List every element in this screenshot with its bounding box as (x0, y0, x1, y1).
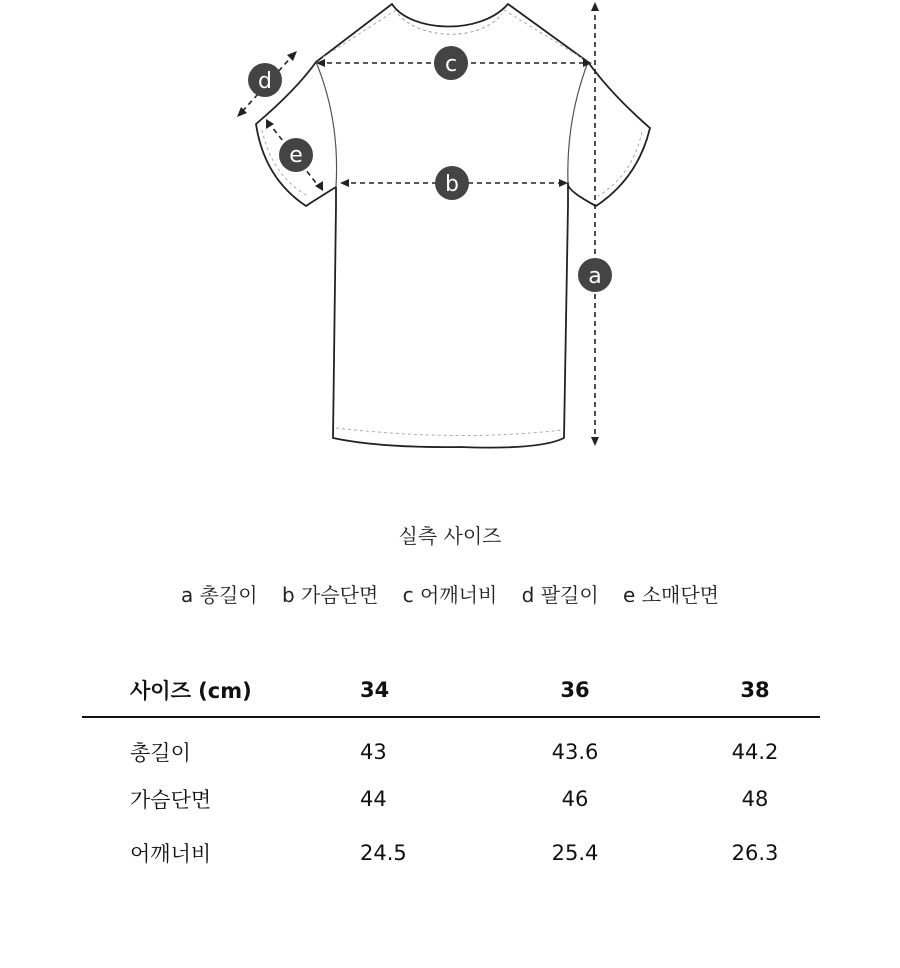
table-row (82, 772, 820, 826)
header-size-label: 사이즈 (cm) (82, 663, 360, 717)
arrow-a-head-top (591, 2, 599, 11)
legend-key: d (521, 583, 535, 607)
header-size-38: 38 (690, 663, 820, 717)
table-row (82, 717, 820, 772)
size-table (82, 663, 820, 880)
label-a-text: a (588, 264, 602, 289)
legend-name: 총길이 (199, 583, 258, 607)
legend-key: a (181, 583, 194, 607)
legend-name: 어깨너비 (420, 583, 498, 607)
legend-key: b (281, 583, 295, 607)
row-label: 가슴단면 (130, 788, 212, 812)
cell-value: 46 (561, 787, 589, 811)
measurement-legend (0, 579, 900, 608)
label-e-badge (279, 138, 313, 172)
measurement-title: 실측 사이즈 (398, 524, 502, 548)
label-d-badge (248, 63, 282, 97)
legend-item-a (181, 579, 258, 608)
row-label: 어깨너비 (130, 842, 212, 866)
table-header-row (82, 663, 820, 717)
cell-value: 48 (741, 787, 769, 811)
legend-item-c (403, 579, 498, 608)
legend-item-d (522, 579, 599, 608)
legend-item-e (623, 579, 719, 608)
cell-value: 43.6 (551, 740, 599, 764)
header-size-34: 34 (360, 663, 460, 717)
arrow-d-head-top (287, 51, 297, 61)
header-size-36: 36 (460, 663, 690, 717)
legend-name: 소매단면 (641, 583, 719, 607)
legend-name: 팔길이 (540, 583, 599, 607)
cell-value: 43 (360, 740, 387, 764)
tshirt-measurement-diagram (0, 0, 900, 460)
label-b-badge (435, 166, 469, 200)
arrow-a-head-bottom (591, 437, 599, 446)
cell-value: 25.4 (551, 841, 599, 865)
label-c-badge (434, 46, 468, 80)
legend-key: c (402, 583, 414, 607)
legend-key: e (623, 583, 636, 607)
label-b-text: b (445, 172, 459, 197)
legend-name: 가슴단면 (301, 583, 379, 607)
cell-value: 24.5 (360, 841, 407, 865)
cell-value: 44 (360, 787, 387, 811)
table-row (82, 826, 820, 880)
label-c-text: c (444, 52, 458, 77)
row-label: 총길이 (130, 741, 191, 765)
cell-value: 26.3 (731, 841, 779, 865)
cell-value: 44.2 (731, 740, 779, 764)
label-a-badge (578, 258, 612, 292)
label-d-text: d (258, 69, 272, 94)
legend-item-b (282, 579, 378, 608)
label-e-text: e (289, 143, 303, 168)
